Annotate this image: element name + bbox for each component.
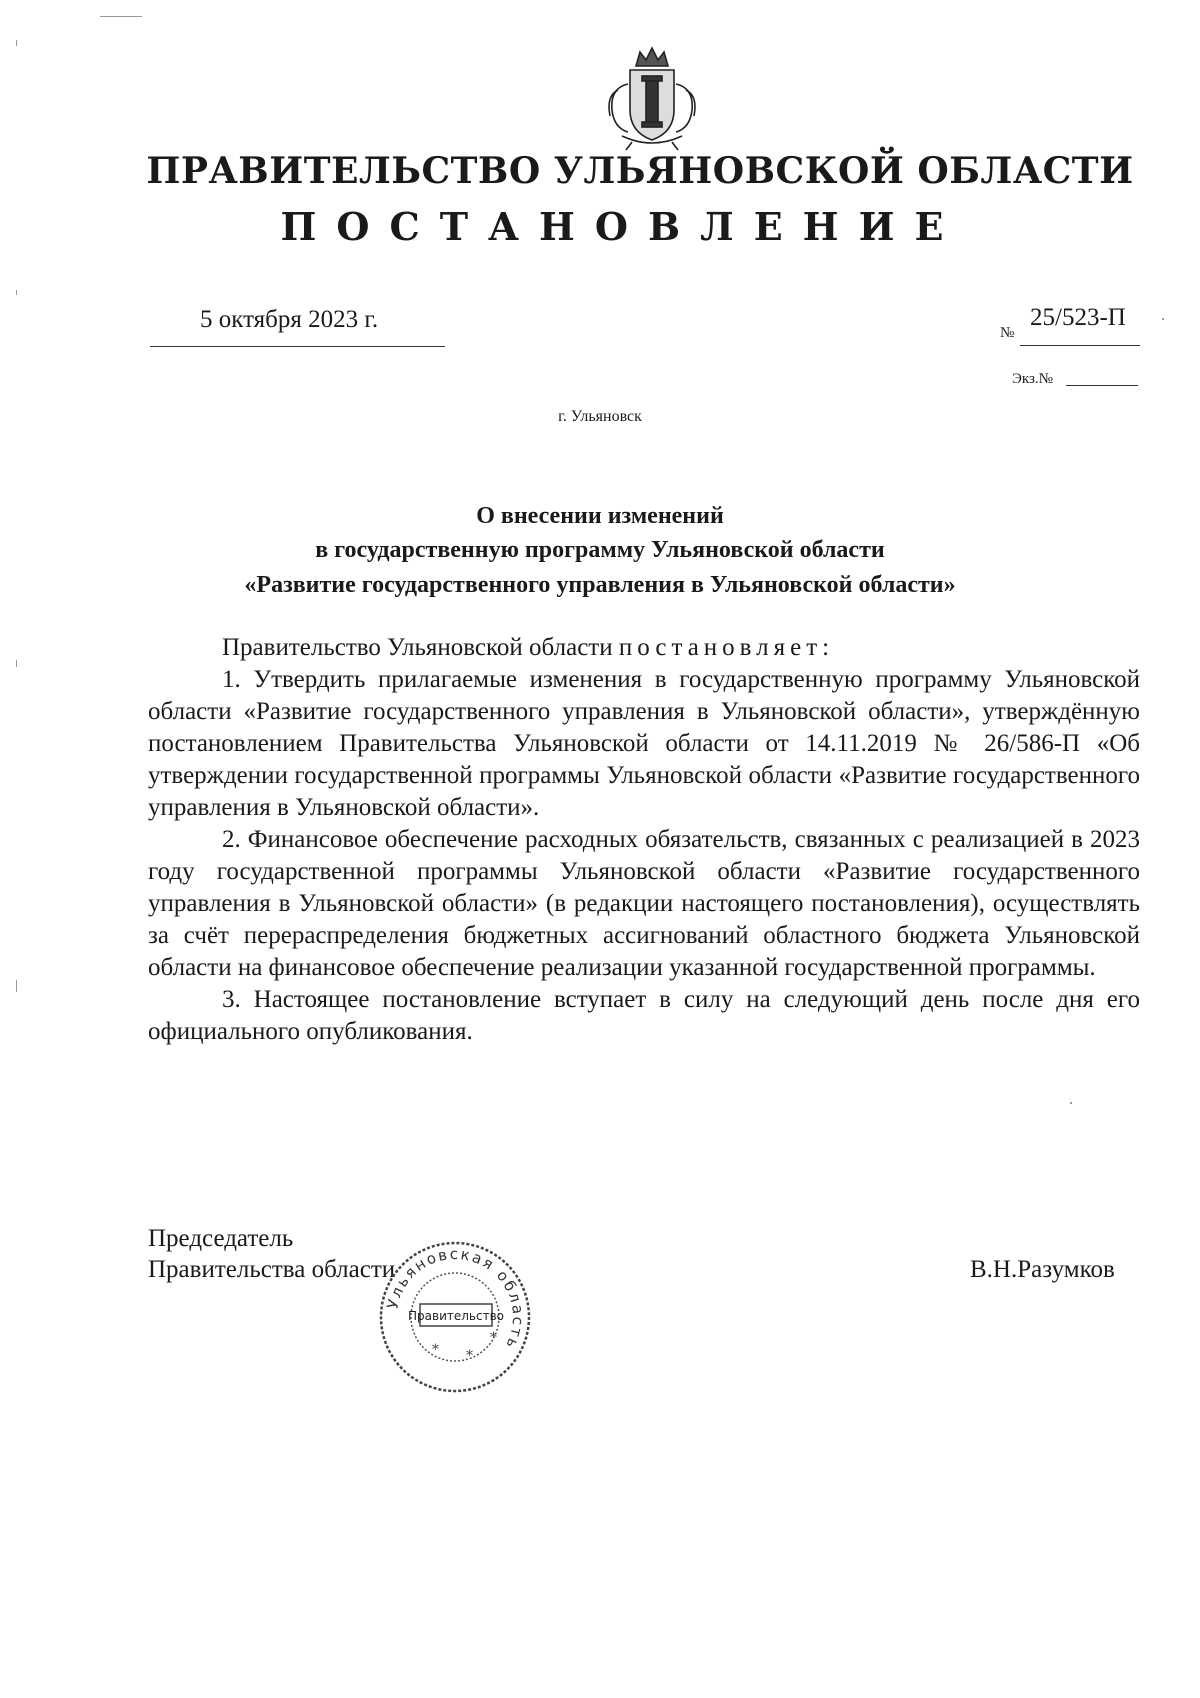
document-type-title: ПОСТАНОВЛЕНИЕ <box>280 204 964 249</box>
copy-number-label: Экз.№ <box>1012 371 1053 387</box>
preamble <box>148 632 1140 664</box>
clause-3: 3. Настоящее постановление вступает в силу на следующий день после дня его официального опубликования. <box>148 986 1140 1045</box>
seal-center-text: Правительство <box>408 1309 504 1323</box>
signatory-name: В.Н.Разумков <box>970 1256 1115 1283</box>
clause-1: 1. Утвердить прилагаемые изменения в государственную программу Ульяновской области «Развитие государственного управления в Ульяновской области», утверждённую постановлением Правительства Ульяновской области от 14.11.2019 № 26/586-П «Об утверждении государственной программы Ульяновской области «Развитие государственного управления в Ульяновской области». <box>148 666 1140 821</box>
copy-number-underline <box>1066 385 1138 386</box>
document-number: 25/523-П <box>1030 304 1126 331</box>
subject-line-3: «Развитие государственного управления в Ульяновской области» <box>244 572 956 598</box>
clause-2: 2. Финансовое обеспечение расходных обязательств, связанных с реализацией в 2023 году государственной программы Ульяновской области «Развитие государственного управления в Ульяновской области» (в редакции настоящего постановления), осуществлять за счёт перераспределения бюджетных ассигнований областного бюджета Ульяновской области на финансовое обеспечение реализации указанной государственной программы. <box>148 826 1140 981</box>
signatory-title-line-1: Председатель <box>148 1225 294 1252</box>
signatory-title-line-2: Правительства области <box>148 1256 396 1283</box>
svg-text:*: * <box>432 1342 439 1358</box>
number-sign: № <box>1000 325 1015 341</box>
svg-text:*: * <box>490 1330 497 1346</box>
subject-line-1: О внесении изменений <box>476 503 724 529</box>
date-underline <box>150 346 445 347</box>
official-seal-stamp <box>370 1232 540 1402</box>
number-underline <box>1020 345 1140 346</box>
preamble-subject: Правительство Ульяновской области <box>222 634 613 661</box>
document-body <box>148 632 1140 1048</box>
subject-line-2: в государственную программу Ульяновской области <box>315 537 885 563</box>
svg-text:*: * <box>466 1348 473 1364</box>
document-date: 5 октября 2023 г. <box>200 306 379 333</box>
city-label: г. Ульяновск <box>558 408 642 425</box>
coat-of-arms-icon <box>592 44 712 154</box>
svg-text:Ульяновская область <box>384 1245 528 1353</box>
government-title: ПРАВИТЕЛЬСТВО УЛЬЯНОВСКОЙ ОБЛАСТИ <box>146 150 1134 192</box>
seal-ring-text: Ульяновская область <box>383 1244 528 1353</box>
preamble-verb: постановляет: <box>618 634 835 661</box>
